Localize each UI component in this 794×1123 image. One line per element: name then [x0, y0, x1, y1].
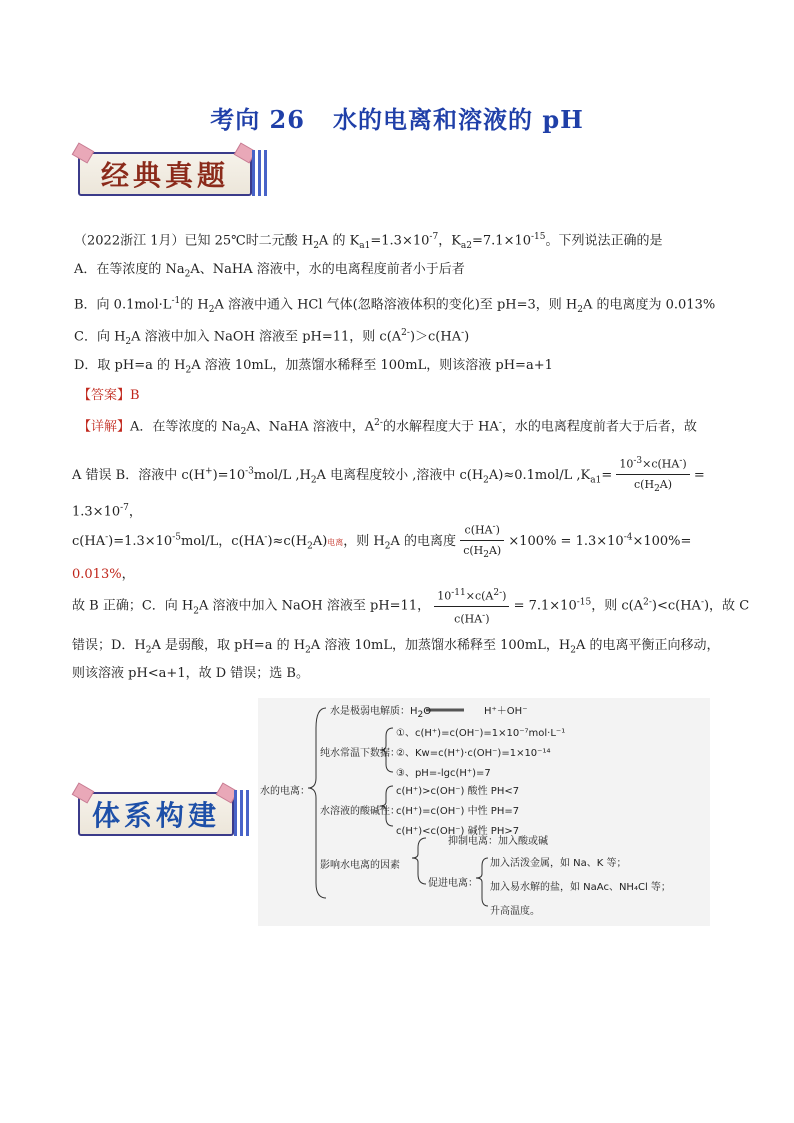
mind-map — [258, 698, 710, 926]
map-branch-3-item-3: c(H⁺)<c(OH⁻) 碱性 PH>7 — [396, 826, 520, 837]
question-stem: （2022浙江 1月）已知 25℃时二元酸 $H_2A$ 的 $K_{a1}=1.3\times 10^{-7}$，$K_{a2}=7.1\times 10^{-15}$。下列说法正确的是 — [74, 232, 663, 251]
fraction-ionization: $\frac{c(HA^-)}{c(H_2A)}$ — [460, 518, 504, 565]
map-branch-3-item-2: c(H⁺)=c(OH⁻) 中性 PH=7 — [396, 806, 520, 817]
system-banner-text: 体系构建 — [91, 799, 220, 832]
map-branch-4-item-2c: 升高温度。 — [490, 906, 540, 917]
map-branch-3-item-1: c(H⁺)>c(OH⁻) 酸性 PH<7 — [396, 786, 520, 797]
detail-line-1: 【详解】A．在等浓度的 $Na_2A$、NaHA 溶液中，$A^{2-}$的水解程度大于 HA-，水的电离程度前者大于后者，故 — [78, 418, 697, 437]
option-b: B．向 $0.1mol\cdot L^{-1}$的 $H_2A$ 溶液中通入 HCl 气体(忽略溶液体积的变化)至 pH=3，则 $H_2A$ 的电离度为 0.013% — [74, 296, 716, 315]
map-branch-2-item-2: ②、Kw=c(H⁺)·c(OH⁻)=1×10⁻¹⁴ — [396, 748, 551, 759]
option-c: C．向 $H_2A$ 溶液中加入 NaOH 溶液至 pH=11，则 $c(A^{2-})>c(HA^-)$ — [74, 328, 470, 347]
map-branch-2: 纯水常温下数据： — [320, 748, 400, 759]
detail-line-3: $c(HA^-)=1.3\times 10^{-5}mol/L$，$c(HA^-)\approx c(H_2A)$电离，则 $H_2A$ 的电离度 $\frac{c(HA^-)}{c(H_2A)}$ $\times 100\% = 1.3\times 10^{-4}\times 100\%= 0.013\%$， — [72, 518, 752, 584]
map-branch-4: 影响水电离的因素 — [320, 860, 400, 871]
title-topic: 水的电离和溶液的 pH — [332, 105, 584, 134]
map-branch-1: 水是极弱电解质：$H_2O$ — [330, 706, 432, 720]
option-a: A．在等浓度的 $Na_2A$、NaHA 溶液中，水的电离程度前者小于后者 — [74, 262, 465, 280]
detail-line-6: 则该溶液 pH<a+1，故 D 错误；选 B。 — [72, 666, 309, 681]
system-banner — [78, 792, 234, 836]
detail-line-5: 错误；D．$H_2A$ 是弱酸，取 pH=a 的 $H_2A$ 溶液 10mL，加蒸馏水稀释至 100mL，$H_2A$ 的电离平衡正向移动， — [72, 638, 720, 656]
map-branch-4-item-1: 抑制电离：加入酸或碱 — [448, 836, 548, 847]
page-title — [0, 100, 794, 135]
map-branch-1-right: H⁺＋OH⁻ — [484, 706, 528, 717]
map-branch-4-item-2b: 加入易水解的盐，如 NaAc、NH₄Cl 等； — [490, 882, 671, 893]
detail-line-2: A 错误 B．溶液中 $c(H^+)=10^{-3}mol/L$ $,H_2A$ 电离程度较小 ,溶液中 $c(H_2A)\approx 0.1mol/L$ $,K_{a1}=$ $\frac{10^{-3}\times c(HA^-)}{c(H_2A)}$ = $1.3\times 10^{-7}$， — [72, 452, 752, 521]
classic-banner — [78, 152, 252, 196]
fraction-ka2: $\frac{10^{-11}\times c(A^{2-})}{c(HA^-)}$ — [434, 584, 509, 628]
detail-line-4: 故 B 正确；C．向 $H_2A$ 溶液中加入 NaOH 溶液至 pH=11， $\frac{10^{-11}\times c(A^{2-})}{c(HA^-)}$ = $7.1\times 10^{-15}$，则 $c(A^{2-})<c(HA^-)$，故 C — [72, 584, 752, 628]
answer: 【答案】B — [78, 388, 140, 403]
map-root: 水的电离： — [260, 786, 310, 797]
fraction-ka1: $\frac{10^{-3}\times c(HA^-)}{c(H_2A)}$ — [616, 452, 689, 499]
option-d: D．取 pH=a 的 $H_2A$ 溶液 10mL，加蒸馏水稀释至 100mL，则该溶液 pH=a+1 — [74, 358, 553, 376]
map-branch-4-item-2a: 加入活泼金属，如 Na、K 等； — [490, 858, 627, 869]
map-branch-2-item-3: ③、pH=-lgc(H⁺)=7 — [396, 768, 491, 779]
classic-banner-text: 经典真题 — [100, 159, 229, 192]
title-number: 考向 26 — [210, 105, 305, 134]
map-branch-4-item-2: 促进电离： — [428, 878, 478, 889]
map-branch-2-item-1: ①、c(H⁺)=c(OH⁻)=1×10⁻⁷mol·L⁻¹ — [396, 728, 566, 739]
map-branch-3: 水溶液的酸碱性： — [320, 806, 400, 817]
